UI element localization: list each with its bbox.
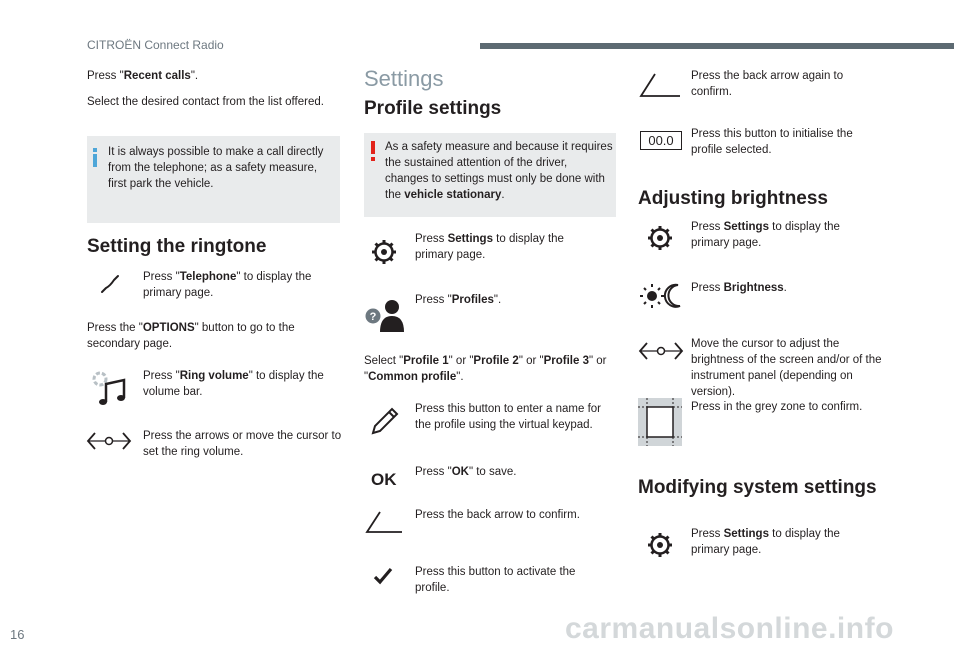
system-settings-heading: Modifying system settings — [638, 477, 877, 498]
init-step-text: Press this button to initialise the profile selected. — [691, 128, 853, 156]
brightness-heading: Adjusting brightness — [638, 188, 828, 209]
back-arrow-icon — [364, 508, 406, 540]
profile-heading: Profile settings — [364, 98, 502, 119]
ok-step-text: Press "OK" to save. — [415, 466, 517, 478]
settings-gear-icon — [370, 238, 398, 266]
system-settings-text: Press Settings to display the primary page. — [691, 528, 840, 556]
telephone-icon — [96, 270, 124, 298]
svg-text:?: ? — [369, 311, 377, 323]
ok-icon: OK — [371, 470, 397, 489]
slider-arrows-icon — [86, 430, 132, 452]
info-icon — [93, 148, 97, 167]
settings-gear-icon-3 — [646, 531, 674, 559]
initialise-button-icon: 00.0 — [640, 131, 682, 150]
info-note-text: It is always possible to make a call directly from the telephone; as a safety measure, first park the vehicle. — [108, 146, 324, 190]
grey-zone-icon — [638, 398, 682, 446]
header-bar — [480, 43, 954, 49]
profiles-step-text: Press "Profiles". — [415, 294, 502, 306]
brightness-settings-text: Press Settings to display the primary page. — [691, 221, 840, 249]
page-number: 16 — [10, 627, 25, 642]
slider-arrows-icon-2 — [638, 340, 684, 362]
activate-step-text: Press this button to activate the profile. — [415, 566, 576, 594]
recent-calls-text: Press "Recent calls". — [87, 70, 199, 82]
header-title: CITROËN Connect Radio — [87, 38, 224, 52]
info-note — [87, 136, 340, 223]
warning-note — [364, 133, 616, 217]
back-arrow-icon-2 — [638, 70, 684, 104]
ring-volume-text: Press "Ring volume" to display the volume bar. — [143, 370, 324, 398]
arrows-text: Press the arrows or move the cursor to set the ring volume. — [143, 430, 342, 458]
grey-zone-text: Press in the grey zone to confirm. — [691, 401, 863, 413]
cursor-step-text: Move the cursor to adjust the brightness of the screen and/or of the instrument panel (depending on version). — [691, 338, 882, 398]
ring-volume-icon — [90, 370, 130, 408]
brightness-icon — [640, 282, 684, 310]
back-again-text: Press the back arrow again to confirm. — [691, 70, 844, 98]
warning-icon — [371, 141, 375, 161]
options-text: Press the "OPTIONS" button to go to the secondary page. — [87, 322, 295, 350]
pencil-icon — [368, 404, 402, 438]
telephone-text: Press "Telephone" to display the primary page. — [143, 271, 312, 299]
name-step-text: Press this button to enter a name for the profile using the virtual keypad. — [415, 403, 602, 431]
select-contact-text: Select the desired contact from the list offered. — [87, 96, 324, 108]
ringtone-heading: Setting the ringtone — [87, 236, 267, 257]
settings-gear-icon-2 — [646, 224, 674, 252]
watermark: carmanualsonline.info — [565, 612, 894, 645]
select-profile-text: Select "Profile 1" or "Profile 2" or "Profile 3" or "Common profile". — [364, 355, 607, 383]
warning-text: As a safety measure and because it requires the sustained attention of the driver, changes to settings must only be done with the vehicle stationary. — [385, 141, 613, 201]
settings-heading: Settings — [364, 66, 444, 91]
brightness-step-text: Press Brightness. — [691, 282, 787, 294]
profiles-icon — [364, 298, 406, 332]
settings-step-text: Press Settings to display the primary page. — [415, 233, 564, 261]
back-step-text: Press the back arrow to confirm. — [415, 509, 580, 521]
check-icon — [372, 566, 394, 586]
